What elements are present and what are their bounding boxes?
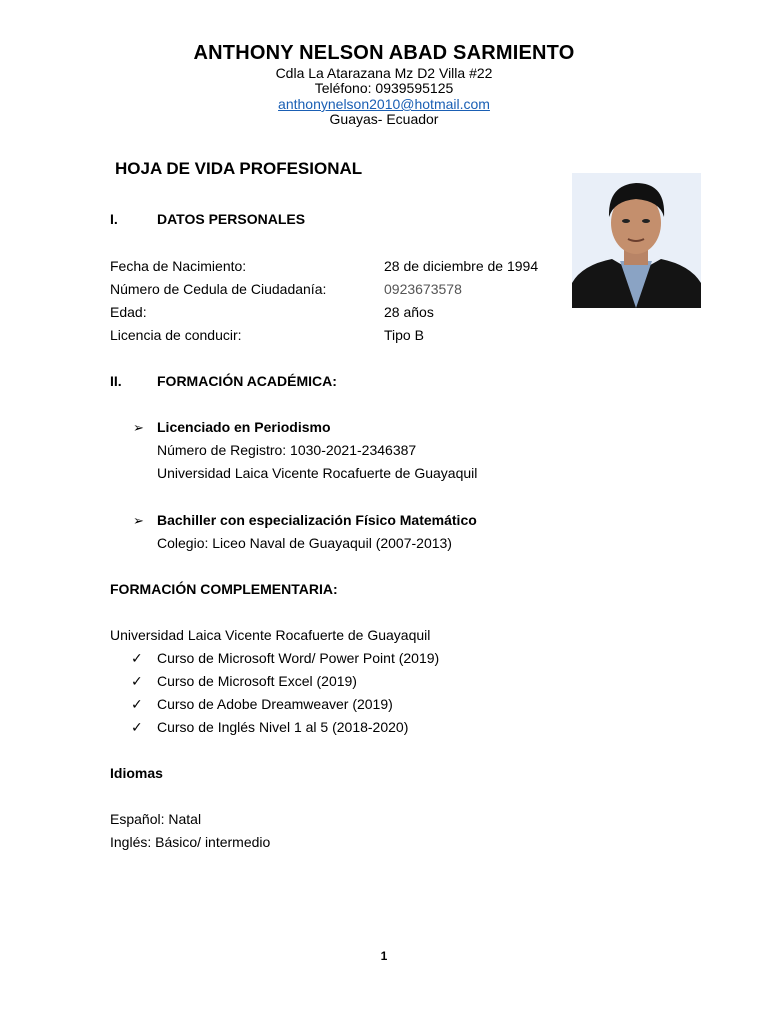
license-value: Tipo B <box>384 327 424 343</box>
complementary-institution: Universidad Laica Vicente Rocafuerte de Guayaquil <box>110 627 431 643</box>
section-1-title: DATOS PERSONALES <box>157 211 306 227</box>
location: Guayas- Ecuador <box>329 111 439 127</box>
course-item: Curso de Inglés Nivel 1 al 5 (2018-2020) <box>157 719 409 735</box>
degree-1-registration: Número de Registro: 1030-2021-2346387 <box>157 442 417 458</box>
check-icon: ✓ <box>131 673 143 689</box>
languages-title: Idiomas <box>110 765 163 781</box>
id-value: 0923673578 <box>384 281 462 297</box>
section-2-title: FORMACIÓN ACADÉMICA: <box>157 373 337 389</box>
email-container <box>0 96 768 112</box>
address: Cdla La Atarazana Mz D2 Villa #22 <box>275 65 493 81</box>
check-icon: ✓ <box>131 719 143 735</box>
arrow-bullet-icon: ➢ <box>133 420 144 435</box>
phone: Teléfono: 0939595125 <box>314 80 454 96</box>
document-title: HOJA DE VIDA PROFESIONAL <box>115 159 363 178</box>
candidate-name: ANTHONY NELSON ABAD SARMIENTO <box>193 42 575 64</box>
email-link[interactable]: anthonynelson2010@hotmail.com <box>278 96 490 112</box>
complementary-title: FORMACIÓN COMPLEMENTARIA: <box>110 581 338 597</box>
section-1-number: I. <box>110 211 118 227</box>
arrow-bullet-icon: ➢ <box>133 513 144 528</box>
birthdate-label: Fecha de Nacimiento: <box>110 258 247 274</box>
degree-1-university: Universidad Laica Vicente Rocafuerte de Guayaquil <box>157 465 478 481</box>
degree-2-school: Colegio: Liceo Naval de Guayaquil (2007-2013) <box>157 535 452 551</box>
check-icon: ✓ <box>131 650 143 666</box>
check-icon: ✓ <box>131 696 143 712</box>
degree-1-title: Licenciado en Periodismo <box>157 419 331 435</box>
page-number: 1 <box>380 949 388 963</box>
section-2-number: II. <box>110 373 122 389</box>
language-item: Español: Natal <box>110 811 202 827</box>
degree-2-title: Bachiller con especialización Físico Matemático <box>157 512 477 528</box>
course-item: Curso de Microsoft Word/ Power Point (2019) <box>157 650 440 666</box>
language-item: Inglés: Básico/ intermedio <box>110 834 271 850</box>
age-label: Edad: <box>110 304 147 320</box>
course-item: Curso de Adobe Dreamweaver (2019) <box>157 696 393 712</box>
age-value: 28 años <box>384 304 434 320</box>
profile-photo <box>572 173 701 308</box>
birthdate-value: 28 de diciembre de 1994 <box>384 258 539 274</box>
license-label: Licencia de conducir: <box>110 327 242 343</box>
id-label: Número de Cedula de Ciudadanía: <box>110 281 327 297</box>
course-item: Curso de Microsoft Excel (2019) <box>157 673 357 689</box>
